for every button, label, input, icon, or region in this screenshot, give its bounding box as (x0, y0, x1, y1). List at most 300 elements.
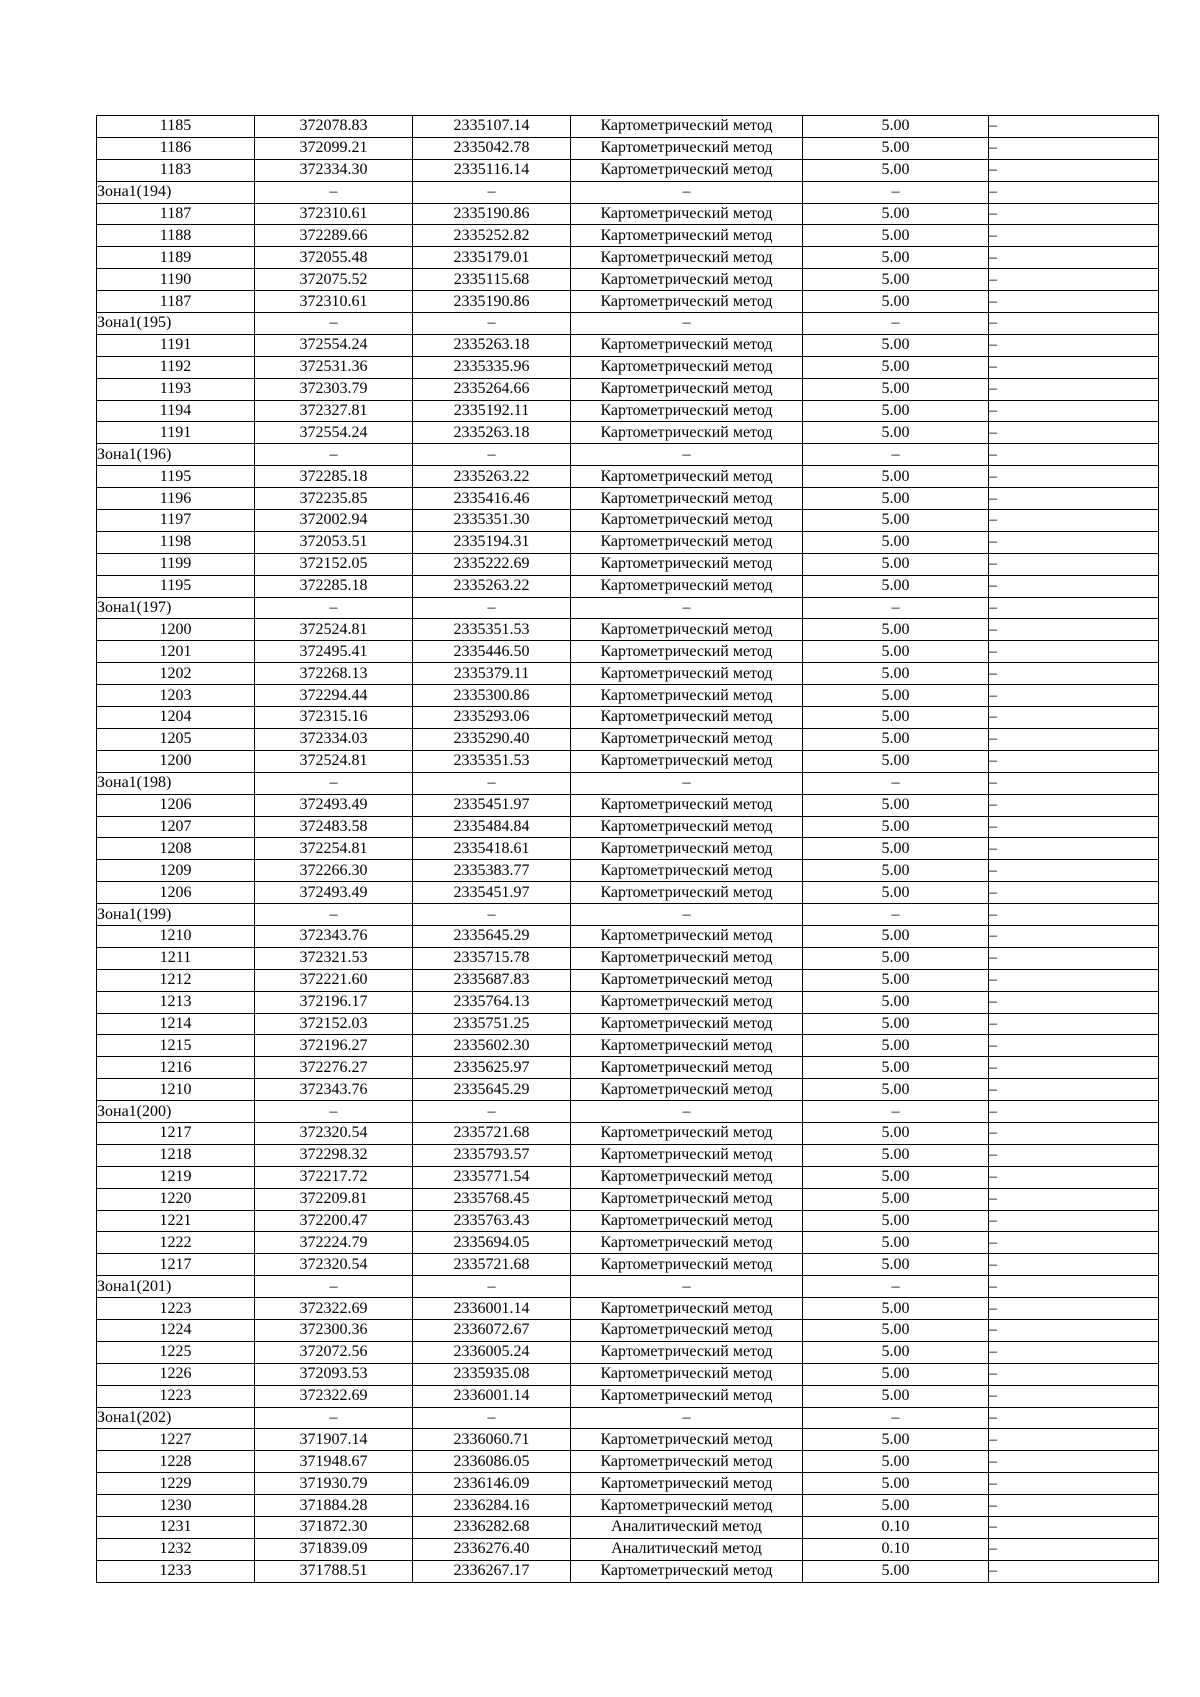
accuracy-cell: 5.00 (803, 466, 989, 488)
x-coordinate-cell: 372099.21 (255, 137, 413, 159)
point-number-cell: 1191 (97, 334, 255, 356)
method-cell: Аналитический метод (571, 1538, 803, 1560)
point-number-cell: 1210 (97, 925, 255, 947)
method-cell: Картометрический метод (571, 728, 803, 750)
accuracy-cell: – (803, 597, 989, 619)
y-coordinate-cell: 2335300.86 (413, 685, 571, 707)
accuracy-cell: 5.00 (803, 378, 989, 400)
y-coordinate-cell: 2335252.82 (413, 225, 571, 247)
method-cell: Картометрический метод (571, 225, 803, 247)
accuracy-cell: 5.00 (803, 1319, 989, 1341)
table-row (97, 1144, 1159, 1166)
point-number-cell: 1224 (97, 1319, 255, 1341)
note-cell: – (989, 378, 1159, 400)
accuracy-cell: 5.00 (803, 925, 989, 947)
point-number-cell: 1195 (97, 575, 255, 597)
y-coordinate-cell: 2335179.01 (413, 247, 571, 269)
y-coordinate-cell: 2336005.24 (413, 1341, 571, 1363)
note-cell: – (989, 619, 1159, 641)
note-cell: – (989, 334, 1159, 356)
accuracy-cell: – (803, 444, 989, 466)
accuracy-cell: 5.00 (803, 1188, 989, 1210)
note-cell: – (989, 1341, 1159, 1363)
method-cell: Картометрический метод (571, 1035, 803, 1057)
method-cell: Картометрический метод (571, 1166, 803, 1188)
x-coordinate-cell: 372285.18 (255, 466, 413, 488)
note-cell: – (989, 1560, 1159, 1582)
x-coordinate-cell: 372002.94 (255, 510, 413, 532)
table-row (97, 794, 1159, 816)
x-coordinate-cell: 371884.28 (255, 1495, 413, 1517)
accuracy-cell: 5.00 (803, 707, 989, 729)
note-cell: – (989, 247, 1159, 269)
note-cell: – (989, 1079, 1159, 1101)
point-number-cell: 1200 (97, 750, 255, 772)
zone-header-row (97, 772, 1159, 794)
zone-label-cell: Зона1(199) (97, 904, 255, 926)
method-cell: Картометрический метод (571, 1429, 803, 1451)
method-cell: Картометрический метод (571, 334, 803, 356)
point-number-cell: 1226 (97, 1363, 255, 1385)
x-coordinate-cell: 371948.67 (255, 1451, 413, 1473)
point-number-cell: 1225 (97, 1341, 255, 1363)
x-coordinate-cell: 372322.69 (255, 1298, 413, 1320)
table-row (97, 1079, 1159, 1101)
accuracy-cell: 5.00 (803, 685, 989, 707)
accuracy-cell: 5.00 (803, 1254, 989, 1276)
y-coordinate-cell: 2335116.14 (413, 159, 571, 181)
y-coordinate-cell: – (413, 1101, 571, 1123)
point-number-cell: 1227 (97, 1429, 255, 1451)
point-number-cell: 1193 (97, 378, 255, 400)
method-cell: – (571, 1276, 803, 1298)
y-coordinate-cell: 2335451.97 (413, 882, 571, 904)
y-coordinate-cell: 2336267.17 (413, 1560, 571, 1582)
x-coordinate-cell: 372152.03 (255, 1013, 413, 1035)
method-cell: Картометрический метод (571, 1385, 803, 1407)
method-cell: – (571, 444, 803, 466)
x-coordinate-cell: 372322.69 (255, 1385, 413, 1407)
x-coordinate-cell: – (255, 597, 413, 619)
x-coordinate-cell: 372196.17 (255, 991, 413, 1013)
note-cell: – (989, 794, 1159, 816)
y-coordinate-cell: 2335625.97 (413, 1057, 571, 1079)
method-cell: Картометрический метод (571, 400, 803, 422)
point-number-cell: 1231 (97, 1517, 255, 1539)
point-number-cell: 1233 (97, 1560, 255, 1582)
note-cell: – (989, 750, 1159, 772)
method-cell: Картометрический метод (571, 1079, 803, 1101)
method-cell: Картометрический метод (571, 663, 803, 685)
accuracy-cell: 5.00 (803, 1429, 989, 1451)
table-row (97, 531, 1159, 553)
point-number-cell: 1228 (97, 1451, 255, 1473)
note-cell: – (989, 137, 1159, 159)
table-row (97, 1538, 1159, 1560)
table-row (97, 685, 1159, 707)
x-coordinate-cell: 372554.24 (255, 422, 413, 444)
note-cell: – (989, 1385, 1159, 1407)
table-row (97, 816, 1159, 838)
note-cell: – (989, 1210, 1159, 1232)
note-cell: – (989, 904, 1159, 926)
point-number-cell: 1219 (97, 1166, 255, 1188)
note-cell: – (989, 225, 1159, 247)
y-coordinate-cell: 2335351.53 (413, 750, 571, 772)
accuracy-cell: 5.00 (803, 137, 989, 159)
note-cell: – (989, 1254, 1159, 1276)
note-cell: – (989, 159, 1159, 181)
x-coordinate-cell: 372493.49 (255, 794, 413, 816)
zone-header-row (97, 444, 1159, 466)
table-row (97, 159, 1159, 181)
accuracy-cell: 5.00 (803, 510, 989, 532)
x-coordinate-cell: 372093.53 (255, 1363, 413, 1385)
point-number-cell: 1207 (97, 816, 255, 838)
table-row (97, 1254, 1159, 1276)
note-cell: – (989, 422, 1159, 444)
x-coordinate-cell: 372298.32 (255, 1144, 413, 1166)
note-cell: – (989, 1276, 1159, 1298)
table-row (97, 925, 1159, 947)
x-coordinate-cell: 372483.58 (255, 816, 413, 838)
method-cell: – (571, 904, 803, 926)
x-coordinate-cell: 372343.76 (255, 1079, 413, 1101)
x-coordinate-cell: 372055.48 (255, 247, 413, 269)
point-number-cell: 1202 (97, 663, 255, 685)
x-coordinate-cell: 372209.81 (255, 1188, 413, 1210)
method-cell: Картометрический метод (571, 641, 803, 663)
table-row (97, 1035, 1159, 1057)
method-cell: Картометрический метод (571, 1254, 803, 1276)
method-cell: Картометрический метод (571, 1188, 803, 1210)
x-coordinate-cell: 372315.16 (255, 707, 413, 729)
y-coordinate-cell: – (413, 313, 571, 335)
method-cell: Картометрический метод (571, 1144, 803, 1166)
zone-label-cell: Зона1(195) (97, 313, 255, 335)
point-number-cell: 1186 (97, 137, 255, 159)
table-row (97, 1210, 1159, 1232)
y-coordinate-cell: – (413, 772, 571, 794)
accuracy-cell: 5.00 (803, 750, 989, 772)
table-row (97, 1319, 1159, 1341)
note-cell: – (989, 356, 1159, 378)
zone-label-cell: Зона1(198) (97, 772, 255, 794)
point-number-cell: 1220 (97, 1188, 255, 1210)
x-coordinate-cell: 372524.81 (255, 750, 413, 772)
y-coordinate-cell: – (413, 904, 571, 926)
accuracy-cell: 5.00 (803, 291, 989, 313)
y-coordinate-cell: 2335264.66 (413, 378, 571, 400)
table-row (97, 1363, 1159, 1385)
point-number-cell: 1217 (97, 1122, 255, 1144)
y-coordinate-cell: 2335042.78 (413, 137, 571, 159)
method-cell: Картометрический метод (571, 378, 803, 400)
method-cell: Картометрический метод (571, 510, 803, 532)
note-cell: – (989, 772, 1159, 794)
table-row (97, 334, 1159, 356)
note-cell: – (989, 1407, 1159, 1429)
point-number-cell: 1229 (97, 1473, 255, 1495)
accuracy-cell: – (803, 313, 989, 335)
y-coordinate-cell: 2335751.25 (413, 1013, 571, 1035)
note-cell: – (989, 663, 1159, 685)
coordinates-table-body (97, 116, 1159, 1583)
table-row (97, 488, 1159, 510)
point-number-cell: 1197 (97, 510, 255, 532)
x-coordinate-cell: 372294.44 (255, 685, 413, 707)
table-row (97, 1188, 1159, 1210)
table-row (97, 1122, 1159, 1144)
point-number-cell: 1194 (97, 400, 255, 422)
x-coordinate-cell: 372217.72 (255, 1166, 413, 1188)
y-coordinate-cell: 2335645.29 (413, 925, 571, 947)
x-coordinate-cell: 372075.52 (255, 269, 413, 291)
x-coordinate-cell: – (255, 904, 413, 926)
accuracy-cell: 5.00 (803, 969, 989, 991)
note-cell: – (989, 728, 1159, 750)
accuracy-cell: – (803, 1407, 989, 1429)
accuracy-cell: 5.00 (803, 1451, 989, 1473)
y-coordinate-cell: 2336146.09 (413, 1473, 571, 1495)
method-cell: Картометрический метод (571, 247, 803, 269)
x-coordinate-cell: 372343.76 (255, 925, 413, 947)
note-cell: – (989, 269, 1159, 291)
accuracy-cell: 0.10 (803, 1538, 989, 1560)
y-coordinate-cell: 2335290.40 (413, 728, 571, 750)
x-coordinate-cell: 372493.49 (255, 882, 413, 904)
y-coordinate-cell: 2335379.11 (413, 663, 571, 685)
zone-header-row (97, 904, 1159, 926)
y-coordinate-cell: 2335107.14 (413, 116, 571, 138)
table-row (97, 707, 1159, 729)
x-coordinate-cell: 371872.30 (255, 1517, 413, 1539)
point-number-cell: 1223 (97, 1385, 255, 1407)
note-cell: – (989, 116, 1159, 138)
x-coordinate-cell: 371839.09 (255, 1538, 413, 1560)
x-coordinate-cell: 371907.14 (255, 1429, 413, 1451)
x-coordinate-cell: 372053.51 (255, 531, 413, 553)
point-number-cell: 1189 (97, 247, 255, 269)
x-coordinate-cell: 372285.18 (255, 575, 413, 597)
point-number-cell: 1206 (97, 794, 255, 816)
accuracy-cell: 5.00 (803, 422, 989, 444)
x-coordinate-cell: 372310.61 (255, 203, 413, 225)
y-coordinate-cell: 2335263.22 (413, 466, 571, 488)
x-coordinate-cell: 372334.30 (255, 159, 413, 181)
y-coordinate-cell: 2335190.86 (413, 203, 571, 225)
method-cell: – (571, 1407, 803, 1429)
method-cell: Картометрический метод (571, 991, 803, 1013)
y-coordinate-cell: 2335715.78 (413, 947, 571, 969)
y-coordinate-cell: 2335263.18 (413, 422, 571, 444)
point-number-cell: 1204 (97, 707, 255, 729)
method-cell: Картометрический метод (571, 159, 803, 181)
y-coordinate-cell: 2335793.57 (413, 1144, 571, 1166)
x-coordinate-cell: – (255, 772, 413, 794)
x-coordinate-cell: 372524.81 (255, 619, 413, 641)
accuracy-cell: 5.00 (803, 247, 989, 269)
zone-header-row (97, 1407, 1159, 1429)
point-number-cell: 1200 (97, 619, 255, 641)
accuracy-cell: – (803, 1101, 989, 1123)
y-coordinate-cell: 2335190.86 (413, 291, 571, 313)
table-row (97, 553, 1159, 575)
x-coordinate-cell: 372078.83 (255, 116, 413, 138)
note-cell: – (989, 641, 1159, 663)
y-coordinate-cell: 2336276.40 (413, 1538, 571, 1560)
x-coordinate-cell: 372072.56 (255, 1341, 413, 1363)
accuracy-cell: 5.00 (803, 1385, 989, 1407)
x-coordinate-cell: 372327.81 (255, 400, 413, 422)
y-coordinate-cell: 2336001.14 (413, 1298, 571, 1320)
method-cell: – (571, 772, 803, 794)
method-cell: – (571, 597, 803, 619)
point-number-cell: 1208 (97, 838, 255, 860)
point-number-cell: 1209 (97, 860, 255, 882)
point-number-cell: 1195 (97, 466, 255, 488)
method-cell: Картометрический метод (571, 1451, 803, 1473)
accuracy-cell: – (803, 904, 989, 926)
y-coordinate-cell: 2335192.11 (413, 400, 571, 422)
zone-label-cell: Зона1(201) (97, 1276, 255, 1298)
x-coordinate-cell: 372200.47 (255, 1210, 413, 1232)
x-coordinate-cell: 372310.61 (255, 291, 413, 313)
note-cell: – (989, 1144, 1159, 1166)
method-cell: Картометрический метод (571, 1232, 803, 1254)
method-cell: Картометрический метод (571, 575, 803, 597)
note-cell: – (989, 553, 1159, 575)
method-cell: Картометрический метод (571, 466, 803, 488)
y-coordinate-cell: 2335763.43 (413, 1210, 571, 1232)
method-cell: Картометрический метод (571, 1495, 803, 1517)
accuracy-cell: 5.00 (803, 269, 989, 291)
point-number-cell: 1222 (97, 1232, 255, 1254)
y-coordinate-cell: 2335446.50 (413, 641, 571, 663)
accuracy-cell: 5.00 (803, 991, 989, 1013)
zone-label-cell: Зона1(196) (97, 444, 255, 466)
y-coordinate-cell: 2335768.45 (413, 1188, 571, 1210)
accuracy-cell: 5.00 (803, 1341, 989, 1363)
method-cell: Картометрический метод (571, 1210, 803, 1232)
point-number-cell: 1205 (97, 728, 255, 750)
method-cell: – (571, 313, 803, 335)
x-coordinate-cell: 372303.79 (255, 378, 413, 400)
note-cell: – (989, 838, 1159, 860)
table-row (97, 137, 1159, 159)
method-cell: Картометрический метод (571, 1013, 803, 1035)
note-cell: – (989, 1232, 1159, 1254)
accuracy-cell: 5.00 (803, 641, 989, 663)
table-row (97, 1451, 1159, 1473)
table-row (97, 247, 1159, 269)
note-cell: – (989, 685, 1159, 707)
note-cell: – (989, 925, 1159, 947)
point-number-cell: 1183 (97, 159, 255, 181)
note-cell: – (989, 1495, 1159, 1517)
table-row (97, 116, 1159, 138)
point-number-cell: 1221 (97, 1210, 255, 1232)
point-number-cell: 1210 (97, 1079, 255, 1101)
x-coordinate-cell: – (255, 313, 413, 335)
zone-header-row (97, 313, 1159, 335)
note-cell: – (989, 203, 1159, 225)
accuracy-cell: 5.00 (803, 663, 989, 685)
note-cell: – (989, 991, 1159, 1013)
y-coordinate-cell: 2336072.67 (413, 1319, 571, 1341)
y-coordinate-cell: 2335416.46 (413, 488, 571, 510)
method-cell: – (571, 1101, 803, 1123)
zone-label-cell: Зона1(194) (97, 181, 255, 203)
x-coordinate-cell: 372300.36 (255, 1319, 413, 1341)
accuracy-cell: 5.00 (803, 225, 989, 247)
note-cell: – (989, 400, 1159, 422)
point-number-cell: 1191 (97, 422, 255, 444)
method-cell: Картометрический метод (571, 531, 803, 553)
note-cell: – (989, 597, 1159, 619)
accuracy-cell: 5.00 (803, 1495, 989, 1517)
method-cell: Картометрический метод (571, 860, 803, 882)
y-coordinate-cell: – (413, 444, 571, 466)
accuracy-cell: 5.00 (803, 947, 989, 969)
note-cell: – (989, 444, 1159, 466)
method-cell: Картометрический метод (571, 750, 803, 772)
accuracy-cell: 5.00 (803, 1144, 989, 1166)
y-coordinate-cell: 2335194.31 (413, 531, 571, 553)
note-cell: – (989, 466, 1159, 488)
y-coordinate-cell: 2335764.13 (413, 991, 571, 1013)
point-number-cell: 1198 (97, 531, 255, 553)
x-coordinate-cell: 372495.41 (255, 641, 413, 663)
accuracy-cell: 5.00 (803, 1560, 989, 1582)
table-row (97, 1298, 1159, 1320)
point-number-cell: 1185 (97, 116, 255, 138)
table-row (97, 356, 1159, 378)
accuracy-cell: 5.00 (803, 1035, 989, 1057)
accuracy-cell: 5.00 (803, 619, 989, 641)
note-cell: – (989, 488, 1159, 510)
x-coordinate-cell: 372224.79 (255, 1232, 413, 1254)
point-number-cell: 1213 (97, 991, 255, 1013)
note-cell: – (989, 531, 1159, 553)
point-number-cell: 1215 (97, 1035, 255, 1057)
y-coordinate-cell: 2335687.83 (413, 969, 571, 991)
x-coordinate-cell: 372334.03 (255, 728, 413, 750)
table-row (97, 291, 1159, 313)
note-cell: – (989, 1035, 1159, 1057)
note-cell: – (989, 575, 1159, 597)
method-cell: Картометрический метод (571, 1363, 803, 1385)
method-cell: Картометрический метод (571, 1298, 803, 1320)
method-cell: Картометрический метод (571, 794, 803, 816)
zone-header-row (97, 1101, 1159, 1123)
method-cell: Картометрический метод (571, 488, 803, 510)
table-row (97, 510, 1159, 532)
table-row (97, 422, 1159, 444)
point-number-cell: 1203 (97, 685, 255, 707)
x-coordinate-cell: – (255, 444, 413, 466)
note-cell: – (989, 882, 1159, 904)
accuracy-cell: 5.00 (803, 203, 989, 225)
accuracy-cell: 5.00 (803, 488, 989, 510)
note-cell: – (989, 1101, 1159, 1123)
table-row (97, 728, 1159, 750)
method-cell: Картометрический метод (571, 1473, 803, 1495)
method-cell: Картометрический метод (571, 1319, 803, 1341)
point-number-cell: 1196 (97, 488, 255, 510)
note-cell: – (989, 1188, 1159, 1210)
method-cell: Картометрический метод (571, 619, 803, 641)
